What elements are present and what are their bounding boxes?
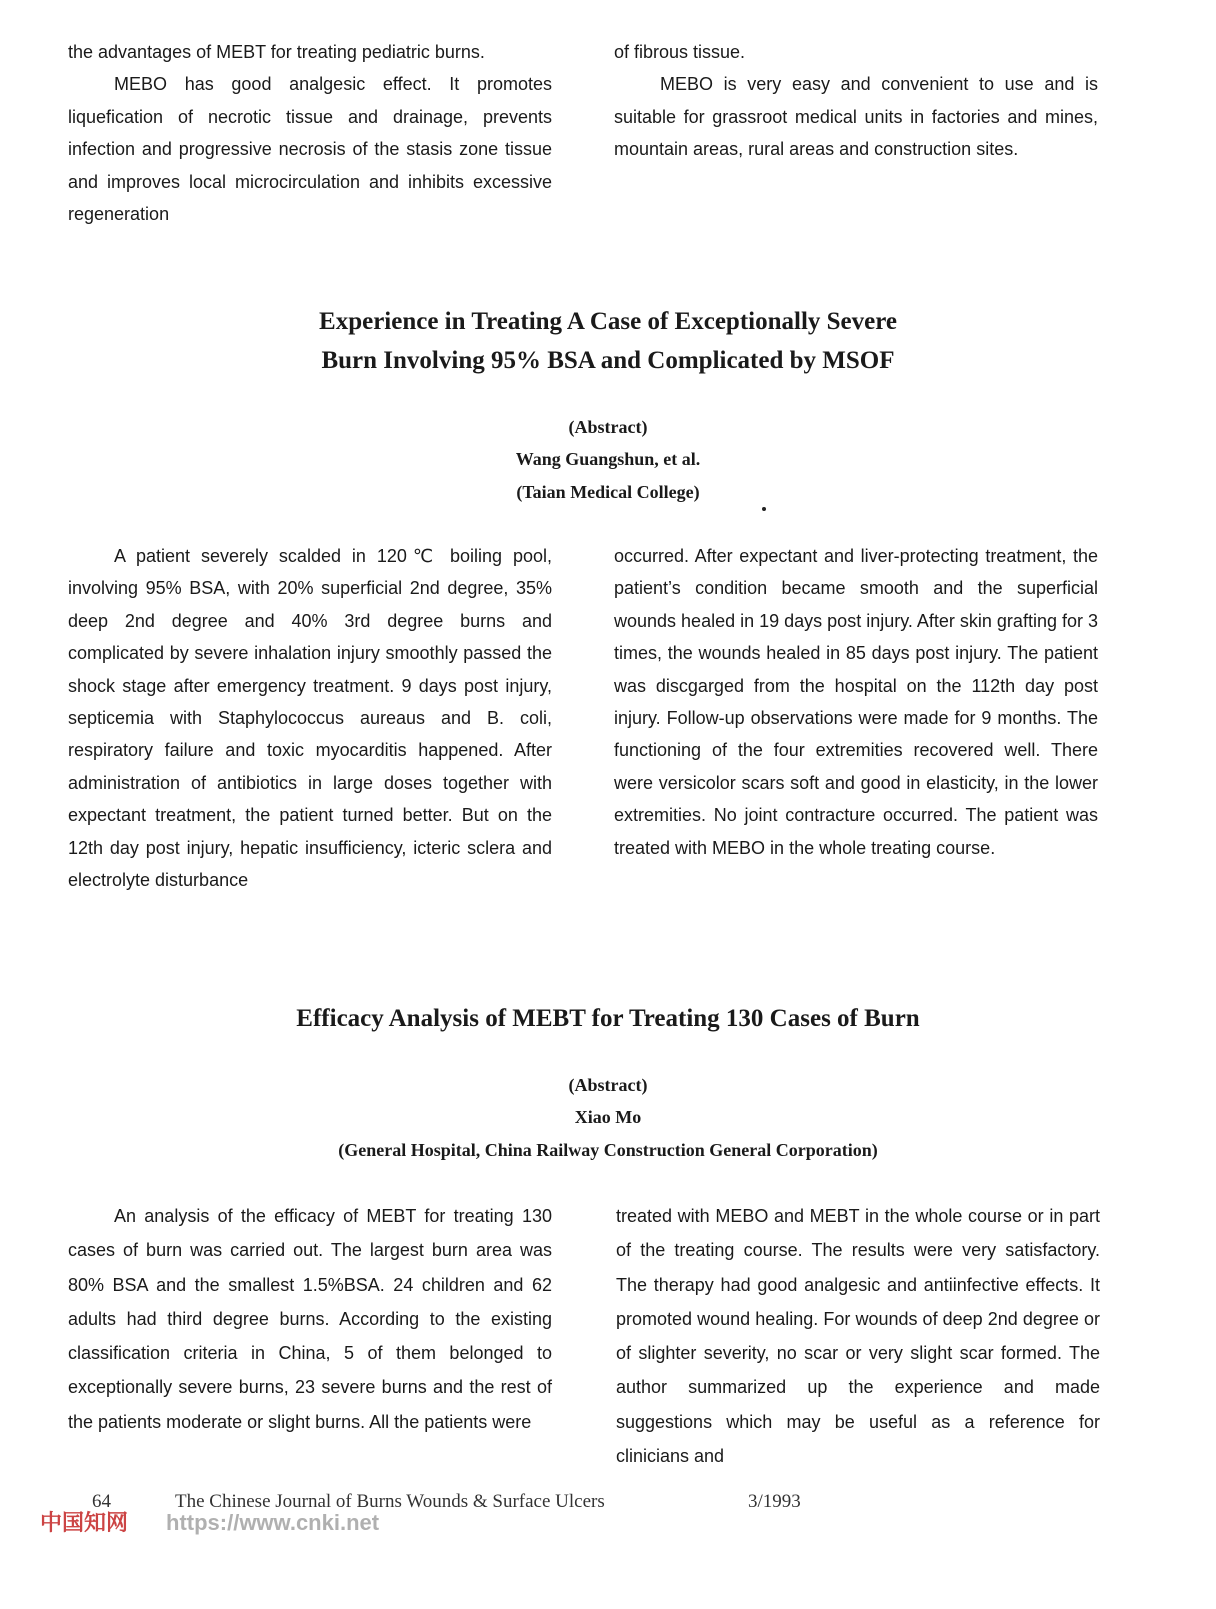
article1-title-line2: Burn Involving 95% BSA and Complicated by MSOF (321, 347, 895, 374)
paragraph: MEBO has good analgesic effect. It promotes liquefication of necrotic tissue and drainage, prevents infection and progressive necrosis of the stasis zone tissue and improves local microcirculation and inhibits excessive regeneration (68, 74, 552, 225)
paragraph: treated with MEBO and MEBT in the whole course or in part of the treating course. The results were very satisfactory. The therapy had good analgesic and antiinfective effects. It promoted wound healing. For wounds of deep 2nd degree or of slighter severity, no scar or very slight scar formed. The author summarized up the experience and made suggestions which may be useful as a reference for clinicians and (616, 1206, 1100, 1467)
article2-left-column (68, 1199, 552, 1439)
article2-abstract-label: (Abstract) (568, 1075, 648, 1095)
paragraph: of fibrous tissue. (614, 42, 746, 62)
journal-name: The Chinese Journal of Burns Wounds & Surface Ulcers (175, 1491, 605, 1512)
paragraph: An analysis of the efficacy of MEBT for treating 130 cases of burn was carried out. The largest burn area was 80% BSA and the smallest 1.5%BSA. 24 children and 62 adults had third degree burns. According to the existing classification criteria in China, 5 of them belonged to exceptionally severe burns, 23 severe burns and the rest of the patients moderate or slight burns. All the patients were (68, 1206, 552, 1432)
article1-left-column (68, 540, 552, 896)
paragraph: the advantages of MEBT for treating pediatric burns. (68, 42, 485, 62)
watermark-logo: 中国知网 (40, 1510, 129, 1535)
article2-affiliation: (General Hospital, China Railway Construction General Corporation) (338, 1140, 878, 1160)
article2-author: Xiao Mo (574, 1107, 642, 1127)
stray-dot (762, 507, 766, 511)
paragraph: A patient severely scalded in 120℃ boiling pool, involving 95% BSA, with 20% superficial 2nd degree, 35% deep 2nd degree and 40% 3rd degree burns and complicated by severe inhalation injury smoothly passed the shock stage after emergency treatment. 9 days post injury, septicemia with Staphylococcus aureaus and B. coli, respiratory failure and toxic myocarditis happened. After administration of antibiotics in large doses together with expectant treatment, the patient turned better. But on the 12th day post injury, hepatic insufficiency, icteric sclera and electrolyte disturbance (68, 546, 552, 891)
article1-affiliation: (Taian Medical College) (516, 482, 700, 502)
article1-title-line1: Experience in Treating A Case of Exceptionally Severe (319, 308, 897, 335)
page-number: 64 (92, 1491, 111, 1512)
watermark-url: https://www.cnki.net (166, 1510, 380, 1535)
article2-right-column (616, 1199, 1100, 1473)
top-left-column (68, 36, 552, 230)
article2-title: Efficacy Analysis of MEBT for Treating 130 Cases of Burn (296, 1005, 920, 1032)
article1-abstract-label: (Abstract) (568, 417, 648, 437)
paragraph: MEBO is very easy and convenient to use and is suitable for grassroot medical units in factories and mines, mountain areas, rural areas and construction sites. (614, 74, 1098, 160)
article1-right-column (614, 540, 1098, 864)
paragraph: occurred. After expectant and liver-protecting treatment, the patient’s condition became smooth and the superficial wounds healed in 19 days post injury. After skin grafting for 3 times, the wounds healed in 85 days post injury. The patient was discgarged from the hospital on the 112th day post injury. Follow-up observations were made for 9 months. The functioning of the four extremities recovered well. There were versicolor scars soft and good in elasticity, in the lower extremities. No joint contracture occurred. The patient was treated with MEBO in the whole treating course. (614, 546, 1098, 858)
article1-author: Wang Guangshun, et al. (515, 449, 701, 469)
top-right-column (614, 36, 1098, 166)
issue-date: 3/1993 (748, 1491, 801, 1512)
